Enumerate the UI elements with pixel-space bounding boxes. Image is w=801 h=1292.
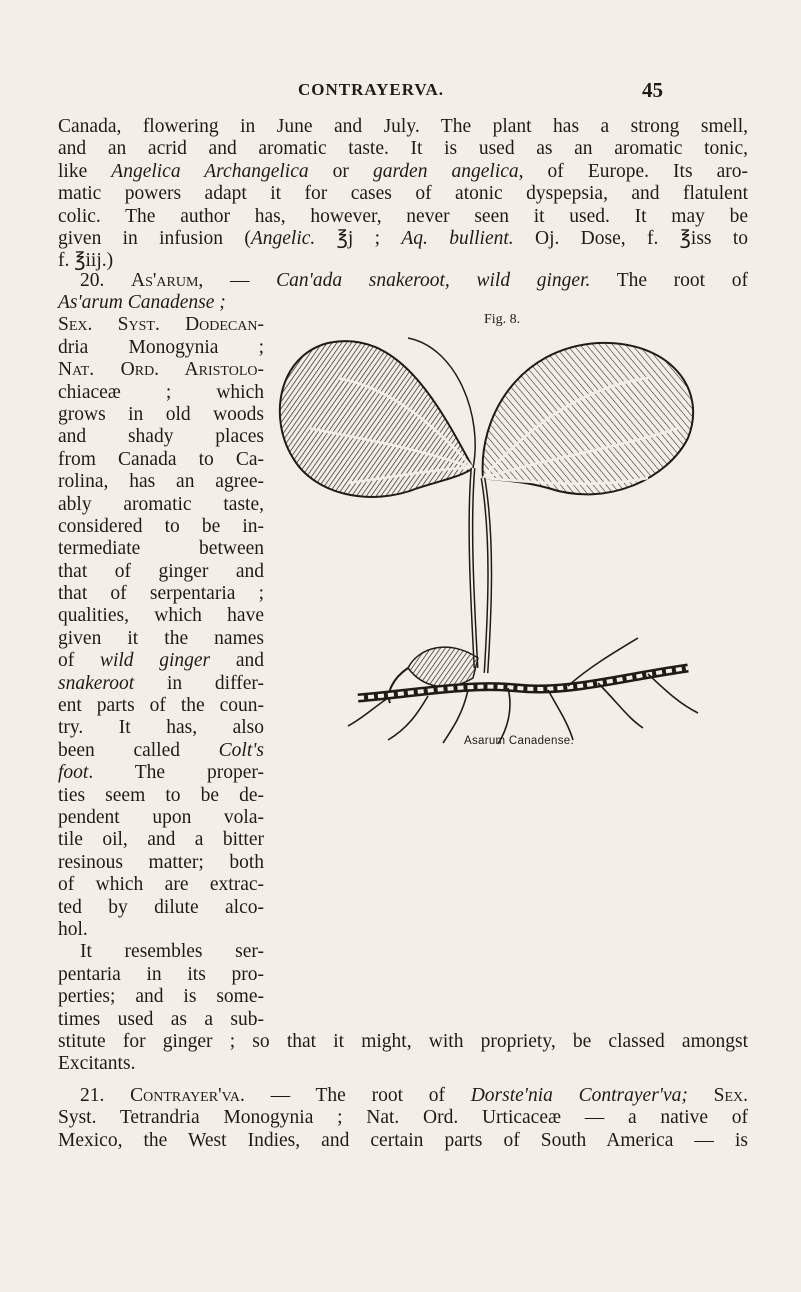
species-name: As'arum Canadense ; [58,292,226,313]
text-line: of which are extrac- [58,874,264,896]
entry-term: As'arum, [131,270,204,291]
text-line: Sex. Syst. Dodecan- [58,314,264,336]
text-line: hol. [58,918,88,940]
left-leaf [280,338,475,497]
text-line: times used as a sub- [58,1008,264,1030]
text-line: given it the names [58,627,264,649]
petioles [471,468,490,673]
entry-asarum-narrow-column [58,292,264,1031]
text-line: pentaria in its pro- [58,963,264,985]
text-line: dria Monogynia ; [58,336,264,358]
text-line: considered to be in- [58,515,264,537]
entry-asarum [58,270,748,292]
text-line: chiaceæ ; which [58,381,264,403]
text-line: qualities, which have [58,605,264,627]
right-leaf [483,343,694,494]
text-line: been called Colt's [58,739,264,761]
text-line: like Angelica Archangelica or garden angelica, of Europe. Its aro- [58,160,748,182]
text-line: Excitants. [58,1053,136,1075]
text-line: matic powers adapt it for cases of atonic dyspepsia, and flatulent [58,183,748,205]
figure-caption: Asarum Canadense. [464,735,574,747]
text-line: that of ginger and [58,560,264,582]
text-line: and an acrid and aromatic taste. It is used as an aromatic tonic, [58,138,748,160]
text-line: grows in old woods [58,403,264,425]
text-line: f. ℥iij.) [58,250,114,272]
text-line: Canada, flowering in June and July. The plant has a strong smell, [58,116,748,137]
text-line: ted by dilute alco- [58,896,264,918]
text-line: and shady places [58,426,264,448]
entry-asarum-tail [58,1031,748,1076]
text-line: that of serpentaria ; [58,583,264,605]
text-line: Nat. Ord. Aristolo- [58,359,264,381]
asarum-illustration [268,308,748,748]
entry-term: Contrayer'va. [130,1085,245,1106]
entry-heading-line: 21. Contrayer'va. — The root of Dorste'nia Contrayer'va; Sex. [80,1085,749,1106]
text-line: try. It has, also [58,717,264,739]
text-line: Syst. Tetrandria Monogynia ; Nat. Ord. Urticaceæ — a native of [58,1107,748,1129]
text-line: of wild ginger and [58,650,264,672]
text-line: resinous matter; both [58,851,264,873]
text-line: rolina, has an agree- [58,471,264,493]
text-line: tile oil, and a bitter [58,829,264,851]
text-line: ent parts of the coun- [58,695,264,717]
entry-contrayerva [58,1085,748,1152]
text-line: foot. The proper- [58,762,264,784]
text-line: ably aromatic taste, [58,493,264,515]
text-line: Mexico, the West Indies, and certain parts of South America — is [58,1129,748,1151]
running-head [0,78,801,102]
text-line: given in infusion (Angelic. ℥j ; Aq. bullient. Oj. Dose, f. ℥iss to [58,227,748,249]
text-line: from Canada to Ca- [58,448,264,470]
text-line: It resembles ser- [80,941,264,963]
text-line: termediate between [58,538,264,560]
text-line: ties seem to be de- [58,784,264,806]
figure-label: Fig. 8. [484,312,521,327]
rhizome [358,668,688,698]
text-line: perties; and is some- [58,986,264,1008]
text-line: stitute for ginger ; so that it might, with propriety, be classed amongst [58,1031,748,1052]
text-line: pendent upon vola- [58,806,264,828]
paragraph-angelica [58,116,748,273]
text-line: colic. The author has, however, never seen it used. It may be [58,205,748,227]
page-number: 45 [642,78,663,102]
running-title: CONTRAYERVA. [298,80,445,99]
entry-heading-line: 20. As'arum, — Can'ada snakeroot, wild ginger. The root of [80,270,749,291]
text-line: snakeroot in differ- [58,672,264,694]
